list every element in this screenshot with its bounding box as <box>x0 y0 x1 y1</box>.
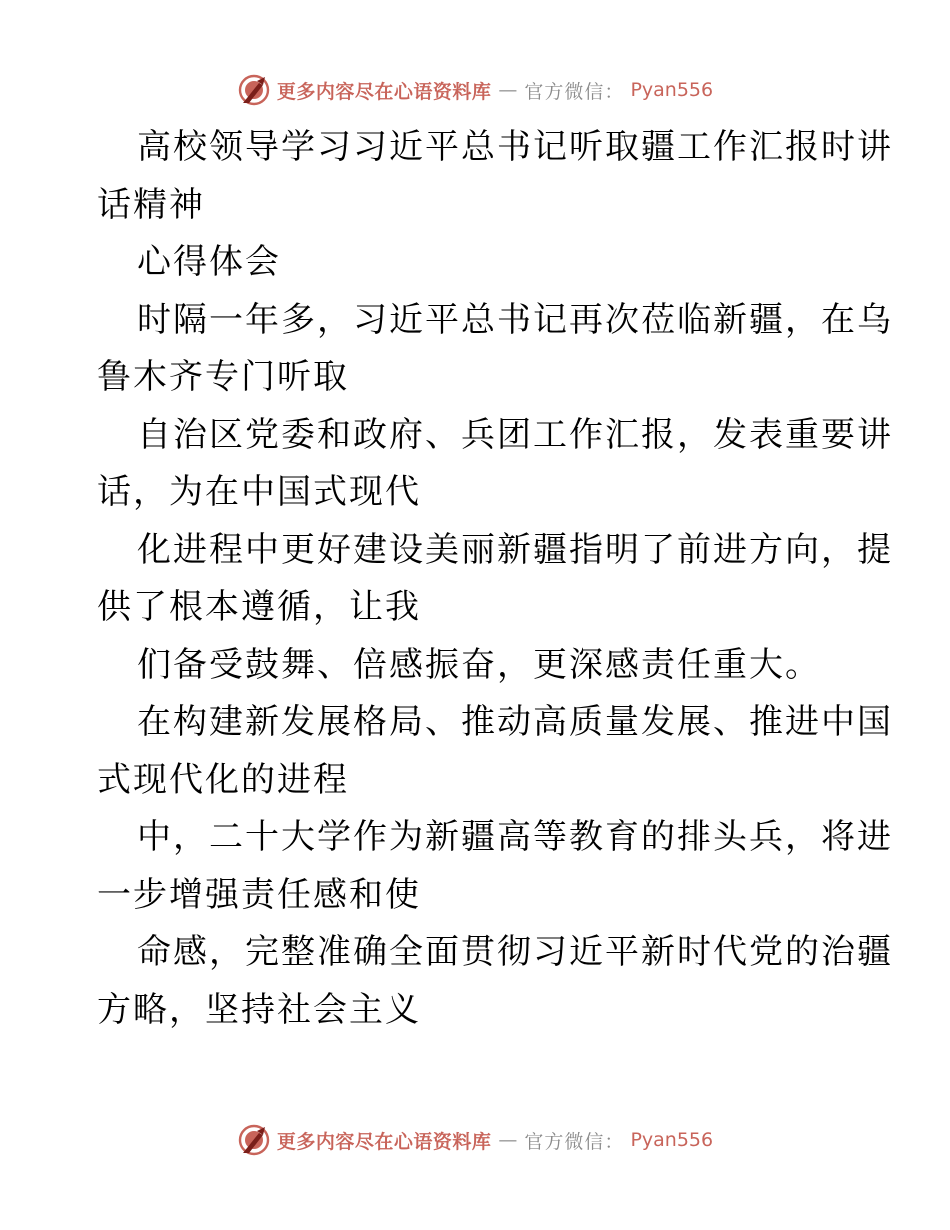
text-line: 方略，坚持社会主义 <box>97 989 421 1030</box>
text-line: 们备受鼓舞、倍感振奋，更深感责任重大。 <box>137 644 821 685</box>
footer-banner <box>0 1120 950 1160</box>
text-line: 时隔一年多，习近平总书记再次莅临新疆，在乌 <box>137 299 893 340</box>
quill-circle-icon <box>237 1123 271 1157</box>
banner-separator: — <box>498 79 518 101</box>
text-line: 命感，完整准确全面贯彻习近平新时代党的治疆 <box>137 932 893 972</box>
promo-text: 更多内容尽在心语资料库 <box>276 80 492 103</box>
wechat-label: 官方微信： <box>524 1130 625 1153</box>
text-line: 一步增强责任感和使 <box>97 874 421 915</box>
text-line: 化进程中更好建设美丽新疆指明了前进方向，提 <box>137 529 893 570</box>
text-line: 高校领导学习习近平总书记听取疆工作汇报时讲 <box>137 127 893 167</box>
quill-circle-icon <box>237 73 271 107</box>
banner-separator: — <box>498 1129 518 1151</box>
wechat-id: Pyan556 <box>630 79 714 101</box>
text-line: 在构建新发展格局、推动高质量发展、推进中国 <box>137 702 893 742</box>
text-line: 中，二十大学作为新疆高等教育的排头兵，将进 <box>137 817 893 857</box>
promo-text: 更多内容尽在心语资料库 <box>276 1130 492 1153</box>
text-line: 鲁木齐专门听取 <box>97 357 349 397</box>
text-line: 供了根本遵循，让我 <box>97 587 421 627</box>
document-body <box>97 119 893 1039</box>
text-line: 话，为在中国式现代 <box>97 472 421 512</box>
wechat-label: 官方微信： <box>524 80 625 103</box>
wechat-id: Pyan556 <box>630 1129 714 1151</box>
header-banner <box>0 70 950 110</box>
text-line: 心得体会 <box>137 242 281 282</box>
text-line: 式现代化的进程 <box>97 759 349 800</box>
text-line: 自治区党委和政府、兵团工作汇报，发表重要讲 <box>137 414 893 455</box>
text-line: 话精神 <box>97 184 205 225</box>
